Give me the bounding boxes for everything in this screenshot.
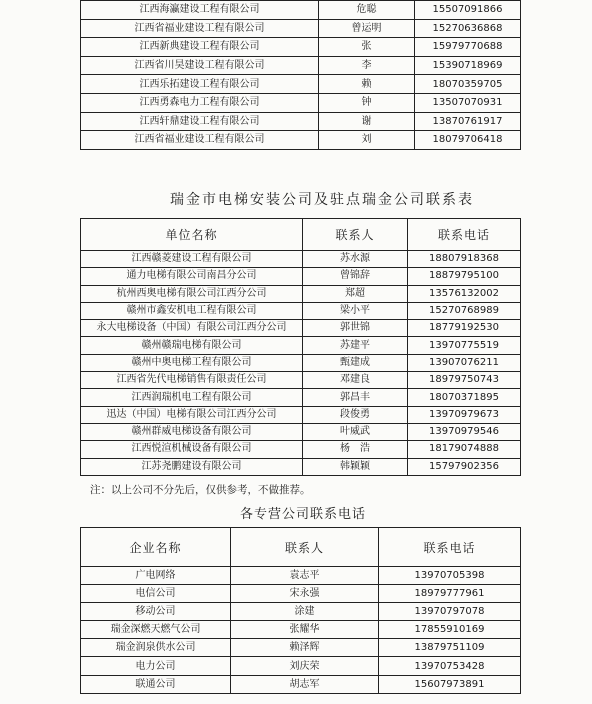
table-row (81, 585, 521, 603)
phone-cell: 18979777961 (379, 585, 521, 603)
table-body (81, 1, 521, 150)
utility-company-contact-table (80, 527, 521, 694)
company-name-cell: 江西省福业建设工程有限公司 (81, 131, 319, 150)
company-name-cell: 移动公司 (81, 603, 231, 621)
contact-person-cell: 郭昌丰 (303, 389, 408, 406)
table-row (81, 320, 521, 337)
company-name-cell: 江西海瀛建设工程有限公司 (81, 1, 319, 20)
table-row (81, 38, 521, 57)
company-name-header: 单位名称 (81, 219, 303, 251)
company-name-cell: 江西勇森电力工程有限公司 (81, 93, 319, 112)
contact-person-cell: 赖 (319, 75, 415, 94)
contact-person-cell: 曾锦辞 (303, 268, 408, 285)
company-name-cell: 江西润瑞机电工程有限公司 (81, 389, 303, 406)
phone-cell: 13507070931 (415, 93, 521, 112)
contact-person-cell: 苏建平 (303, 337, 408, 354)
contact-person-cell: 邓建良 (303, 372, 408, 389)
phone-cell: 13970979673 (408, 406, 521, 423)
contact-person-cell: 袁志平 (231, 567, 379, 585)
table-header (81, 219, 521, 251)
phone-cell: 15797902356 (408, 458, 521, 475)
contact-person-cell: 韩颖颖 (303, 458, 408, 475)
table-header (81, 528, 521, 567)
phone-header: 联系电话 (379, 528, 521, 567)
company-name-cell: 赣州群威电梯设备有限公司 (81, 423, 303, 440)
contact-person-cell: 刘庆荣 (231, 657, 379, 675)
company-name-cell: 江西省川昊建设工程有限公司 (81, 56, 319, 75)
contact-person-cell: 段俊勇 (303, 406, 408, 423)
phone-cell: 15507091866 (415, 1, 521, 20)
phone-cell: 18779192530 (408, 320, 521, 337)
phone-cell: 18179074888 (408, 441, 521, 458)
contact-person-cell: 杨 浩 (303, 441, 408, 458)
contact-person-cell: 曾运明 (319, 19, 415, 38)
table-row (81, 458, 521, 475)
phone-cell: 13576132002 (408, 285, 521, 302)
phone-cell: 15607973891 (379, 675, 521, 693)
company-name-cell: 江西新典建设工程有限公司 (81, 38, 319, 57)
company-name-cell: 赣州赣瑞电梯有限公司 (81, 337, 303, 354)
contact-person-cell: 钟 (319, 93, 415, 112)
phone-header: 联系电话 (408, 219, 521, 251)
table-row (81, 56, 521, 75)
phone-cell: 18079706418 (415, 131, 521, 150)
contact-person-cell: 宋永强 (231, 585, 379, 603)
company-name-cell: 江西省先代电梯销售有限责任公司 (81, 372, 303, 389)
table-row (81, 621, 521, 639)
phone-cell: 13970775519 (408, 337, 521, 354)
table-row (81, 372, 521, 389)
table-row (81, 93, 521, 112)
table-row (81, 354, 521, 371)
company-name-cell: 赣州市鑫安机电工程有限公司 (81, 302, 303, 319)
table-row (81, 75, 521, 94)
company-name-cell: 江西乐拓建设工程有限公司 (81, 75, 319, 94)
phone-cell: 13870761917 (415, 112, 521, 131)
table-row (81, 657, 521, 675)
contact-person-header: 联系人 (303, 219, 408, 251)
contact-person-cell: 涂建 (231, 603, 379, 621)
company-name-header: 企业名称 (81, 528, 231, 567)
phone-cell: 18879795100 (408, 268, 521, 285)
company-name-cell: 电力公司 (81, 657, 231, 675)
company-name-cell: 江西省福业建设工程有限公司 (81, 19, 319, 38)
table-row (81, 112, 521, 131)
contact-person-cell: 梁小平 (303, 302, 408, 319)
contact-person-cell: 谢 (319, 112, 415, 131)
phone-cell: 13970979546 (408, 423, 521, 440)
phone-cell: 18807918368 (408, 251, 521, 268)
contact-person-cell: 叶威武 (303, 423, 408, 440)
contact-person-cell: 李 (319, 56, 415, 75)
company-name-cell: 江苏尧鹏建设有限公司 (81, 458, 303, 475)
contact-person-cell: 苏水源 (303, 251, 408, 268)
contact-person-cell: 胡志军 (231, 675, 379, 693)
contact-person-cell: 甄建成 (303, 354, 408, 371)
elevator-company-table-title: 瑞金市电梯安装公司及驻点瑞金公司联系表 (170, 192, 474, 208)
company-name-cell: 瑞金深燃天燃气公司 (81, 621, 231, 639)
utility-company-table-title: 各专营公司联系电话 (240, 507, 367, 522)
company-name-cell: 电信公司 (81, 585, 231, 603)
table-row (81, 639, 521, 657)
phone-cell: 13970705398 (379, 567, 521, 585)
company-name-cell: 江西悦渲机械设备有限公司 (81, 441, 303, 458)
disclaimer-note: 注：以上公司不分先后，仅供参考，不做推荐。 (90, 484, 311, 496)
phone-cell: 15270768989 (408, 302, 521, 319)
company-name-cell: 联通公司 (81, 675, 231, 693)
table-body (81, 251, 521, 476)
table-row (81, 675, 521, 693)
table-row (81, 603, 521, 621)
phone-cell: 15270636868 (415, 19, 521, 38)
table-row (81, 131, 521, 150)
phone-cell: 15390718969 (415, 56, 521, 75)
company-name-cell: 赣州中奥电梯工程有限公司 (81, 354, 303, 371)
table-row (81, 19, 521, 38)
table-row (81, 268, 521, 285)
company-name-cell: 迅达（中国）电梯有限公司江西分公司 (81, 406, 303, 423)
phone-cell: 17855910169 (379, 621, 521, 639)
phone-cell: 18070359705 (415, 75, 521, 94)
elevator-company-contact-table (80, 218, 521, 476)
contact-person-cell: 郭世锦 (303, 320, 408, 337)
table-body (81, 567, 521, 694)
contact-person-cell: 张耀华 (231, 621, 379, 639)
contractor-contact-table (80, 0, 521, 150)
company-name-cell: 江西赣菱建设工程有限公司 (81, 251, 303, 268)
contact-person-cell: 赖泽辉 (231, 639, 379, 657)
table-row (81, 567, 521, 585)
phone-cell: 13879751109 (379, 639, 521, 657)
table-row (81, 302, 521, 319)
table-row (81, 423, 521, 440)
phone-cell: 13970753428 (379, 657, 521, 675)
contact-person-cell: 危聪 (319, 1, 415, 20)
phone-cell: 13970797078 (379, 603, 521, 621)
contact-person-header: 联系人 (231, 528, 379, 567)
table-row (81, 441, 521, 458)
company-name-cell: 瑞金润泉供水公司 (81, 639, 231, 657)
phone-cell: 18070371895 (408, 389, 521, 406)
table-row (81, 251, 521, 268)
phone-cell: 13907076211 (408, 354, 521, 371)
phone-cell: 15979770688 (415, 38, 521, 57)
contact-person-cell: 刘 (319, 131, 415, 150)
table-row (81, 1, 521, 20)
table-row (81, 285, 521, 302)
table-row (81, 337, 521, 354)
company-name-cell: 江西轩鼎建设工程有限公司 (81, 112, 319, 131)
table-row (81, 389, 521, 406)
company-name-cell: 广电网络 (81, 567, 231, 585)
contact-person-cell: 张 (319, 38, 415, 57)
table-row (81, 406, 521, 423)
company-name-cell: 永大电梯设备（中国）有限公司江西分公司 (81, 320, 303, 337)
company-name-cell: 通力电梯有限公司南昌分公司 (81, 268, 303, 285)
company-name-cell: 杭州西奥电梯有限公司江西分公司 (81, 285, 303, 302)
contact-person-cell: 郑超 (303, 285, 408, 302)
phone-cell: 18979750743 (408, 372, 521, 389)
